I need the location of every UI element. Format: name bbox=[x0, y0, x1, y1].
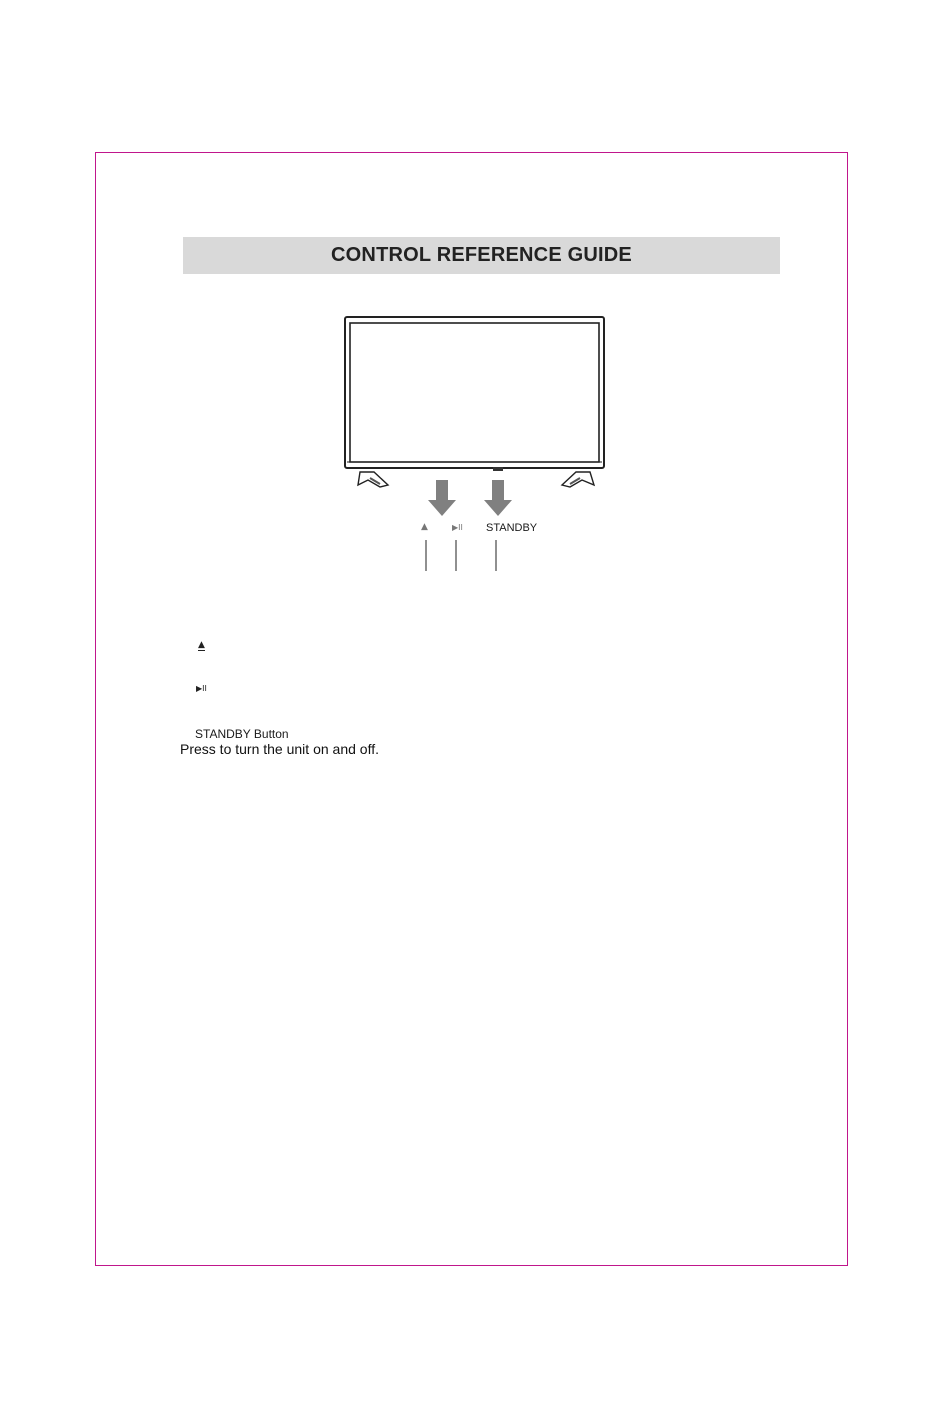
page-title: CONTROL REFERENCE GUIDE bbox=[331, 244, 632, 266]
standby-button-title: STANDBY Button bbox=[195, 727, 289, 741]
title-bar bbox=[183, 237, 780, 274]
tv-screen bbox=[350, 323, 599, 462]
eject-icon: ▲ bbox=[198, 640, 205, 650]
arrow-left bbox=[428, 480, 456, 516]
standby-button-description: Press to turn the unit on and off. bbox=[180, 741, 379, 757]
standby-callout-label: STANDBY bbox=[486, 522, 538, 534]
eject-icon: ▲ bbox=[421, 522, 428, 532]
play-pause-icon: ▶II bbox=[196, 684, 207, 693]
tv-illustration bbox=[330, 300, 620, 590]
arrow-right bbox=[484, 480, 512, 516]
play-pause-icon: ▶II bbox=[452, 523, 463, 532]
tv-logo-mark bbox=[493, 467, 503, 471]
tv-diagram bbox=[330, 300, 620, 590]
